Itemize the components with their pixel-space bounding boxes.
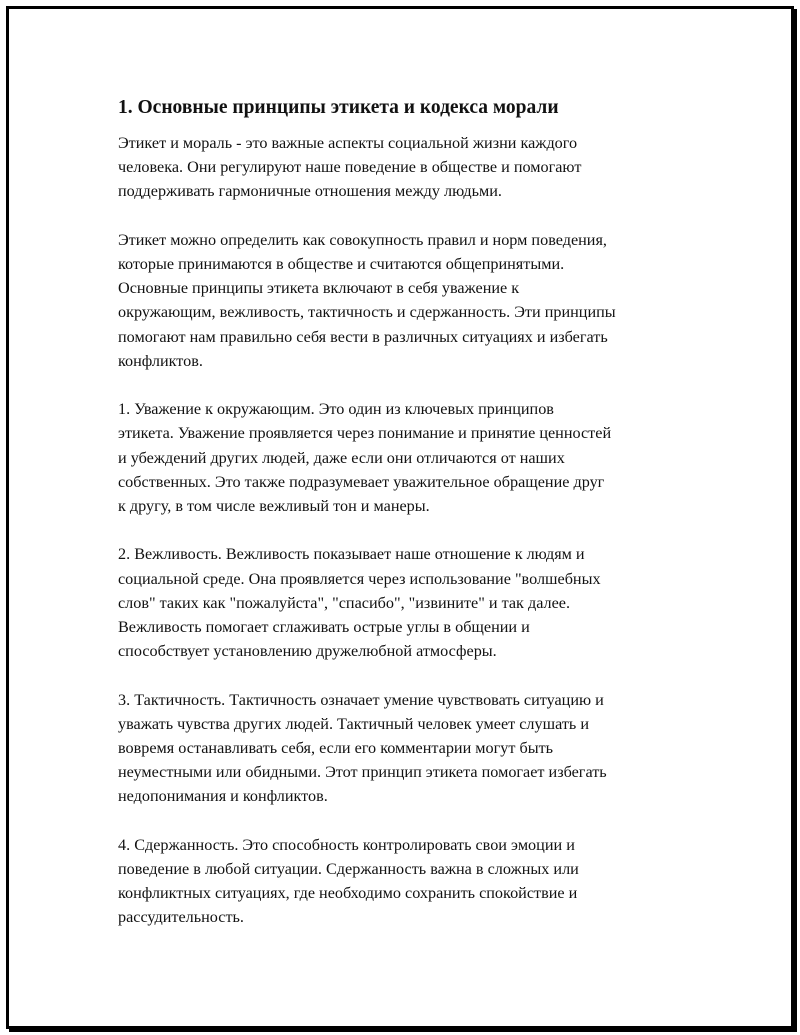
text-line: уважать чувства других людей. Тактичный человек умеет слушать и [118,714,589,733]
text-line: помогают нам правильно себя вести в различных ситуациях и избегать [118,327,608,346]
text-line: рассудительность. [118,908,244,927]
text-line: способствует установлению дружелюбной атмосферы. [118,642,497,661]
text-line: конфликтов. [118,351,203,370]
text-line: которые принимаются в обществе и считаются общепринятыми. [118,255,565,273]
text-line: собственных. Это также подразумевает уважительное обращение друг [118,472,605,491]
paragraph-principle-tact [118,688,698,809]
paragraph-principle-restraint [118,833,698,930]
text-line: к другу, в том числе вежливый тон и манеры. [118,497,430,516]
text-line: 4. Сдержанность. Это способность контролировать свои эмоции и [118,835,575,854]
text-line: поддерживать гармоничные отношения между людьми. [118,182,502,201]
text-line: Этикет можно определить как совокупность правил и норм поведения, [118,230,607,249]
text-line: Основные принципы этикета включают в себя уважение к [118,279,520,298]
text-line: неуместными или обидными. Этот принцип этикета помогает избегать [118,763,607,782]
text-line: социальной среде. Она проявляется через использование "волшебных [118,569,601,588]
paragraph-principle-politeness [118,542,698,663]
paragraph-principle-respect [118,397,698,518]
text-line: недопонимания и конфликтов. [118,787,328,806]
text-line: Этикет и мораль - это важные аспекты социальной жизни каждого [118,134,578,152]
text-line: человека. Они регулируют наше поведение в обществе и помогают [118,158,582,177]
text-line: 2. Вежливость. Вежливость показывает наше отношение к людям и [118,545,585,564]
text-line: и убеждений других людей, даже если они отличаются от наших [118,448,565,467]
text-line: окружающим, вежливость, тактичность и сдержанность. Эти принципы [118,303,616,322]
section-heading: 1. Основные принципы этикета и кодекса морали [118,97,559,118]
text-line: 1. Уважение к окружающим. Это один из ключевых принципов [118,400,554,419]
text-line: Вежливость помогает сглаживать острые углы в общении и [118,618,530,637]
text-line: 3. Тактичность. Тактичность означает умение чувствовать ситуацию и [118,690,604,709]
paragraph-etiquette-definition [118,228,698,373]
text-line: этикета. Уважение проявляется через понимание и принятие ценностей [118,424,612,443]
paragraph-intro [118,131,698,204]
text-line: конфликтных ситуациях, где необходимо сохранить спокойствие и [118,884,578,903]
text-line: слов" таких как "пожалуйста", "спасибо", "извините" и так далее. [118,593,571,612]
document-body [118,96,698,954]
text-line: поведение в любой ситуации. Сдержанность важна в сложных или [118,860,579,879]
text-line: вовремя останавливать себя, если его комментарии могут быть [118,739,554,758]
